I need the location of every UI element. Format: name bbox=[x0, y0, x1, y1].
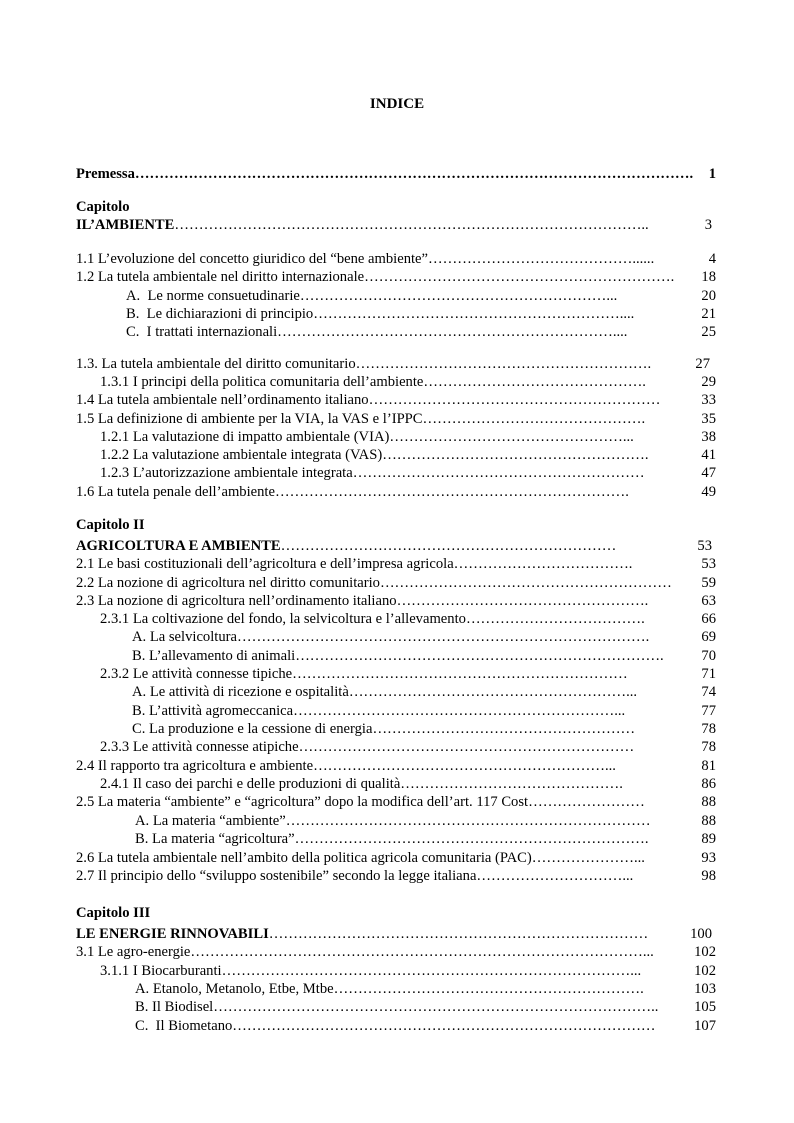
toc-page: 21 bbox=[701, 306, 716, 322]
toc-entry[interactable] bbox=[100, 428, 716, 446]
toc-entry[interactable] bbox=[76, 555, 716, 573]
toc-page: 77 bbox=[701, 703, 716, 719]
toc-label: A. La materia “ambiente” bbox=[135, 813, 286, 829]
page-title: INDICE bbox=[369, 96, 425, 112]
toc-label: C. La produzione e la cessione di energia bbox=[132, 721, 373, 737]
toc-leader: ……………………………………………………... bbox=[313, 758, 616, 774]
toc-label: 1.2.2 La valutazione ambientale integrata (VAS) bbox=[100, 447, 383, 463]
toc-label: 1.2.1 La valutazione di impatto ambientale (VIA) bbox=[100, 429, 390, 445]
toc-entry[interactable] bbox=[76, 537, 712, 555]
toc-page: 33 bbox=[701, 392, 716, 408]
toc-page: 53 bbox=[697, 538, 712, 554]
toc-label: LE ENERGIE RINNOVABILI bbox=[76, 926, 269, 942]
toc-page: 35 bbox=[701, 411, 716, 427]
toc-leader: …………………………………………………………………………. bbox=[236, 629, 650, 645]
toc-leader: ………………………………………. bbox=[423, 374, 646, 390]
toc-entry[interactable] bbox=[100, 464, 716, 482]
toc-entry[interactable] bbox=[100, 738, 716, 756]
toc-label: 2.4 Il rapporto tra agricoltura e ambiente bbox=[76, 758, 314, 774]
toc-leader: ………………………………. bbox=[453, 556, 633, 572]
toc-entry[interactable] bbox=[135, 830, 716, 848]
toc-leader: …………………………………………………… bbox=[368, 392, 661, 408]
toc-page: 29 bbox=[701, 374, 716, 390]
toc-page: 93 bbox=[701, 850, 716, 866]
toc-entry[interactable] bbox=[100, 775, 716, 793]
chapter-heading-1: Capitolo bbox=[76, 199, 130, 215]
toc-entry[interactable] bbox=[126, 287, 716, 305]
toc-page: 89 bbox=[701, 831, 716, 847]
toc-leader: ………………………………………………. bbox=[382, 447, 649, 463]
toc-leader: …………………………………………………………… bbox=[292, 666, 628, 682]
toc-leader: …………………………………………………………... bbox=[293, 703, 626, 719]
toc-leader: ……………………………………………………….... bbox=[313, 306, 635, 322]
toc-page: 107 bbox=[694, 1018, 716, 1034]
toc-page: 78 bbox=[701, 721, 716, 737]
toc-page: 88 bbox=[701, 794, 716, 810]
toc-leader: ……………………………………………. bbox=[396, 593, 649, 609]
toc-entry[interactable] bbox=[100, 373, 716, 391]
toc-leader: …………………………... bbox=[476, 868, 634, 884]
toc-entry[interactable] bbox=[135, 812, 716, 830]
toc-entry[interactable] bbox=[76, 943, 716, 961]
toc-entry[interactable] bbox=[100, 665, 716, 683]
toc-entry[interactable] bbox=[76, 410, 716, 428]
toc-leader: …………………………………………... bbox=[389, 429, 634, 445]
toc-page: 103 bbox=[694, 981, 716, 997]
toc-label: B. Le dichiarazioni di principio bbox=[126, 306, 314, 322]
toc-label: A. Le norme consuetudinarie bbox=[126, 288, 300, 304]
toc-label: 1.3. La tutela ambientale del diritto comunitario bbox=[76, 356, 356, 372]
toc-leader: ………………………………………………………... bbox=[299, 288, 618, 304]
toc-page: 102 bbox=[694, 963, 716, 979]
toc-label: 2.1 Le basi costituzionali dell’agricoltura e dell’impresa agricola bbox=[76, 556, 454, 572]
toc-label: A. La selvicoltura bbox=[132, 629, 237, 645]
toc-label: 2.5 La materia “ambiente” e “agricoltura” dopo la modifica dell’art. 117 Cost bbox=[76, 794, 529, 810]
toc-entry[interactable] bbox=[76, 268, 716, 286]
toc-leader: …………………………………………………………… bbox=[280, 538, 617, 554]
toc-page: 49 bbox=[701, 484, 716, 500]
toc-leader: …………………………………………………………… bbox=[298, 739, 635, 755]
toc-page: 74 bbox=[701, 684, 716, 700]
toc-entry[interactable] bbox=[126, 305, 716, 323]
toc-leader: ………………………………………………………………. bbox=[274, 484, 629, 500]
toc-leader: ………………………………………………………. bbox=[333, 981, 644, 997]
chapter-heading-3: Capitolo III bbox=[76, 905, 151, 921]
toc-entry[interactable] bbox=[76, 793, 716, 811]
toc-leader: …………………………………………………… bbox=[352, 465, 645, 481]
toc-leader: ………………………………………………………. bbox=[364, 269, 675, 285]
toc-label: 1.6 La tutela penale dell’ambiente bbox=[76, 484, 275, 500]
toc-entry[interactable] bbox=[76, 592, 716, 610]
toc-leader: …………………………………………………………………………………... bbox=[190, 944, 654, 960]
toc-label: 1.1 L’evoluzione del concetto giuridico del “bene ambiente” bbox=[76, 251, 429, 267]
toc-page: 100 bbox=[690, 926, 712, 942]
toc-leader: ………………………………………………………………… bbox=[285, 813, 651, 829]
toc-entry[interactable] bbox=[76, 757, 716, 775]
toc-leader: …………………………………………………………………. bbox=[295, 648, 664, 664]
toc-label: C. I trattati internazionali bbox=[126, 324, 278, 340]
toc-label: IL’AMBIENTE bbox=[76, 217, 175, 233]
toc-entry[interactable] bbox=[135, 980, 716, 998]
toc-entry[interactable] bbox=[76, 391, 716, 409]
toc-page: 81 bbox=[701, 758, 716, 774]
toc-page: 3 bbox=[704, 217, 712, 233]
toc-leader: ……………………………………………………. bbox=[355, 356, 652, 372]
toc-label: B. Il Biodisel bbox=[135, 999, 214, 1015]
toc-page: 86 bbox=[701, 776, 716, 792]
toc-leader: ……………………………………...... bbox=[428, 251, 655, 267]
toc-label: Premessa bbox=[76, 166, 135, 182]
toc-entry[interactable] bbox=[76, 165, 716, 183]
toc-leader: …………………... bbox=[531, 850, 645, 866]
toc-entry[interactable] bbox=[76, 216, 712, 234]
toc-page: 78 bbox=[701, 739, 716, 755]
toc-page: 47 bbox=[701, 465, 716, 481]
toc-label: 1.4 La tutela ambientale nell’ordinamento italiano bbox=[76, 392, 369, 408]
toc-page: 4 bbox=[708, 251, 716, 267]
toc-entry[interactable] bbox=[132, 628, 716, 646]
toc-page: 41 bbox=[701, 447, 716, 463]
toc-label: 2.6 La tutela ambientale nell’ambito della politica agricola comunitaria (PAC) bbox=[76, 850, 532, 866]
toc-page: 98 bbox=[701, 868, 716, 884]
toc-entry[interactable] bbox=[135, 998, 716, 1016]
toc-entry[interactable] bbox=[100, 962, 716, 980]
toc-label: 1.2 La tutela ambientale nel diritto internazionale bbox=[76, 269, 365, 285]
toc-leader: ……………………………………………… bbox=[372, 721, 636, 737]
toc-entry[interactable] bbox=[132, 683, 716, 701]
toc-leader: …………………………………………………………………………………….. bbox=[174, 217, 649, 233]
toc-label: C. Il Biometano bbox=[135, 1018, 233, 1034]
toc-entry[interactable] bbox=[76, 483, 716, 501]
toc-label: 2.4.1 Il caso dei parchi e delle produzioni di qualità bbox=[100, 776, 401, 792]
toc-entry[interactable] bbox=[132, 702, 716, 720]
toc-page: 59 bbox=[701, 575, 716, 591]
toc-page: 63 bbox=[701, 593, 716, 609]
toc-leader: …………………………………………………………………… bbox=[268, 926, 649, 942]
toc-leader: …………………… bbox=[528, 794, 645, 810]
toc-label: B. L’attività agromeccanica bbox=[132, 703, 294, 719]
toc-page: 38 bbox=[701, 429, 716, 445]
toc-leader: ………………………………………. bbox=[400, 776, 623, 792]
toc-entry[interactable] bbox=[100, 446, 716, 464]
toc-leader: …………………………………………………………………………… bbox=[232, 1018, 656, 1034]
toc-label: B. La materia “agricoltura” bbox=[135, 831, 295, 847]
toc-entry[interactable] bbox=[76, 925, 712, 943]
toc-page: 27 bbox=[695, 356, 710, 372]
toc-leader: …………………………………………………… bbox=[379, 575, 672, 591]
toc-entry[interactable] bbox=[76, 867, 716, 885]
toc-label: 2.7 Il principio dello “sviluppo sostenibile” secondo la legge italiana bbox=[76, 868, 477, 884]
toc-page: 53 bbox=[701, 556, 716, 572]
toc-leader: …………………………………………………………….... bbox=[277, 324, 628, 340]
toc-page: 20 bbox=[701, 288, 716, 304]
toc-page: 66 bbox=[701, 611, 716, 627]
toc-leader: ……………………………………………………………………………….. bbox=[213, 999, 659, 1015]
toc-leader: …………………………………………………... bbox=[348, 684, 638, 700]
toc-page: 1 bbox=[708, 166, 716, 182]
toc-label: 1.2.3 L’autorizzazione ambientale integrata bbox=[100, 465, 353, 481]
toc-label: A. Le attività di ricezione e ospitalità bbox=[132, 684, 349, 700]
toc-label: 3.1.1 I Biocarburanti bbox=[100, 963, 222, 979]
toc-label: 2.3 La nozione di agricoltura nell’ordinamento italiano bbox=[76, 593, 397, 609]
toc-entry[interactable] bbox=[126, 323, 716, 341]
toc-entry[interactable] bbox=[135, 1017, 716, 1035]
toc-entry[interactable] bbox=[76, 250, 716, 268]
toc-entry[interactable] bbox=[100, 610, 716, 628]
chapter-heading-2: Capitolo II bbox=[76, 517, 145, 533]
toc-leader: ………………………………. bbox=[465, 611, 645, 627]
toc-entry[interactable] bbox=[132, 720, 716, 738]
toc-page: 70 bbox=[701, 648, 716, 664]
toc-leader: ………………………………………………………………. bbox=[294, 831, 649, 847]
toc-page: 18 bbox=[701, 269, 716, 285]
toc-page: 105 bbox=[694, 999, 716, 1015]
toc-label: 3.1 Le agro-energie bbox=[76, 944, 191, 960]
toc-label: 2.2 La nozione di agricoltura nel diritto comunitario bbox=[76, 575, 380, 591]
toc-entry[interactable] bbox=[76, 355, 710, 373]
toc-entry[interactable] bbox=[76, 574, 716, 592]
toc-page: 25 bbox=[701, 324, 716, 340]
toc-label: 2.3.1 La coltivazione del fondo, la selvicoltura e l’allevamento bbox=[100, 611, 466, 627]
toc-page: 88 bbox=[701, 813, 716, 829]
toc-entry[interactable] bbox=[132, 647, 716, 665]
toc-label: B. L’allevamento di animali bbox=[132, 648, 296, 664]
toc-label: A. Etanolo, Metanolo, Etbe, Mtbe bbox=[135, 981, 334, 997]
toc-leader: ……………………………………………………………………………………………………. bbox=[134, 166, 694, 182]
toc-page: 69 bbox=[701, 629, 716, 645]
toc-entry[interactable] bbox=[76, 849, 716, 867]
toc-label: 1.3.1 I principi della politica comunitaria dell’ambiente bbox=[100, 374, 424, 390]
toc-label: 2.3.3 Le attività connesse atipiche bbox=[100, 739, 299, 755]
toc-label: AGRICOLTURA E AMBIENTE bbox=[76, 538, 281, 554]
toc-leader: …………………………………………………………………………... bbox=[221, 963, 642, 979]
toc-label: 1.5 La definizione di ambiente per la VIA, la VAS e l’IPPC bbox=[76, 411, 423, 427]
toc-page: 102 bbox=[694, 944, 716, 960]
toc-label: 2.3.2 Le attività connesse tipiche bbox=[100, 666, 293, 682]
toc-leader: ………………………………………. bbox=[422, 411, 646, 427]
toc-page: 71 bbox=[701, 666, 716, 682]
